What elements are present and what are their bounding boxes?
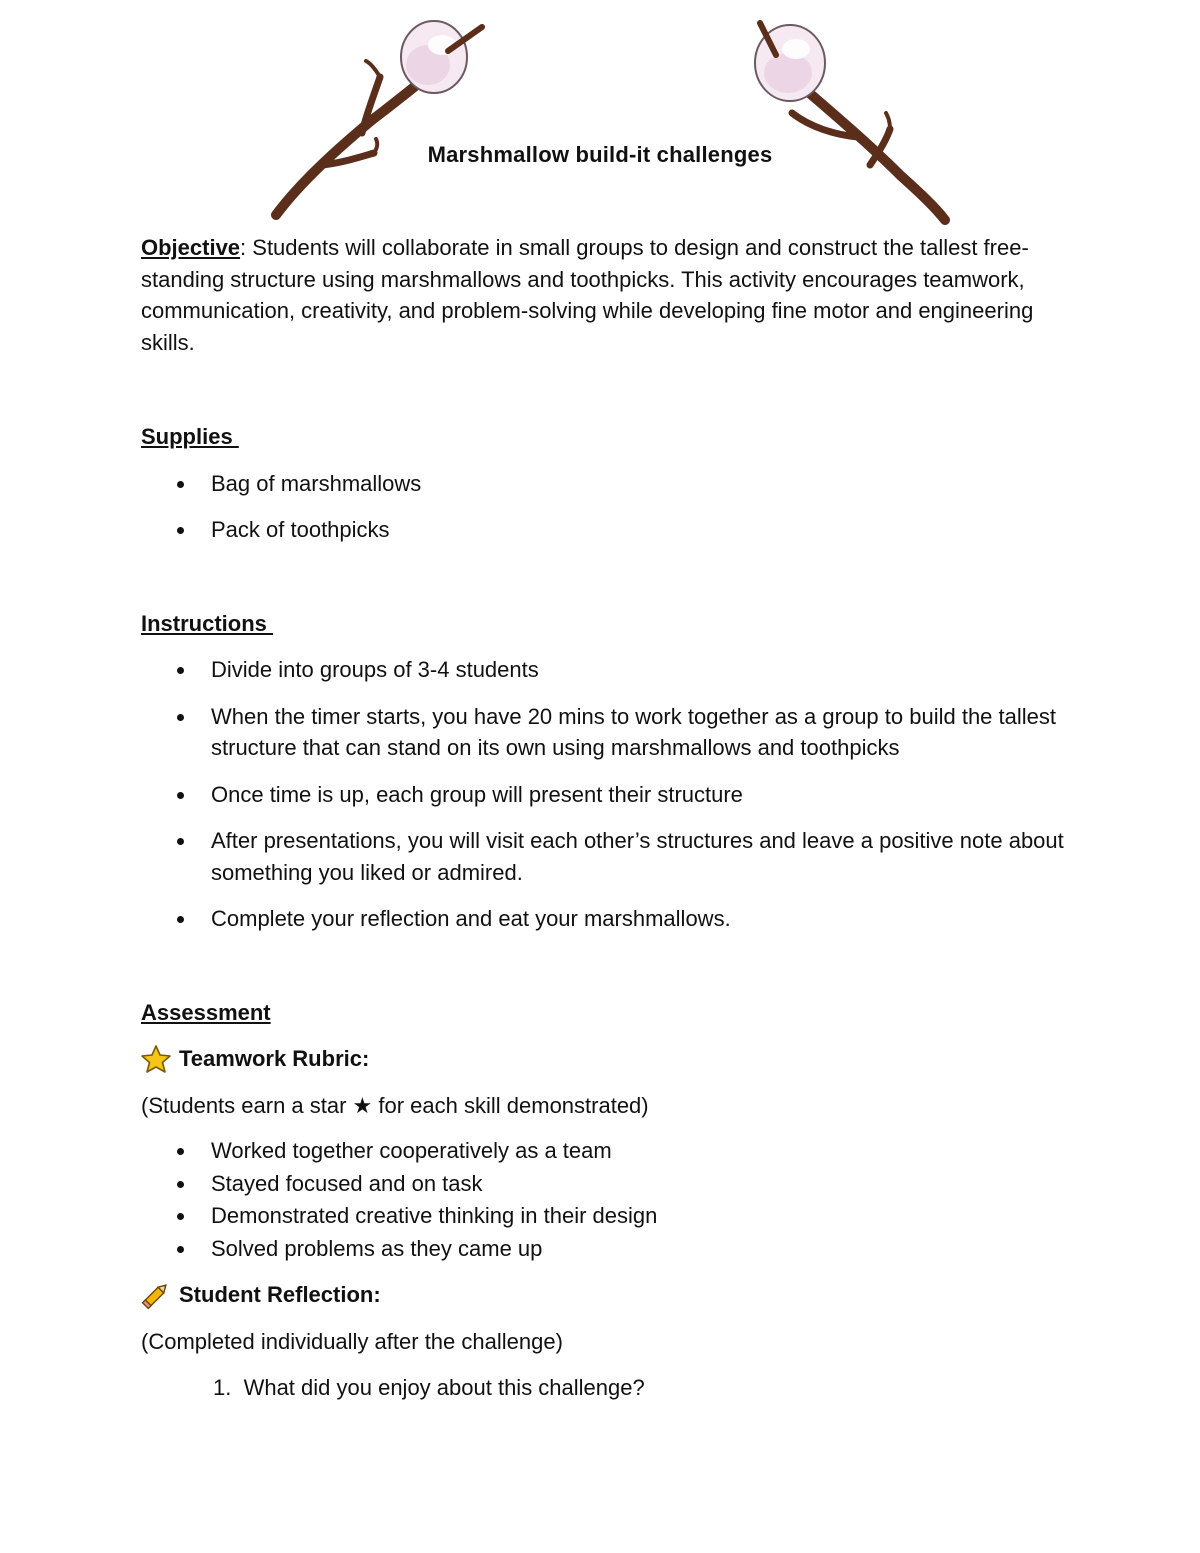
- document-body: [141, 232, 1071, 1404]
- instructions-heading: Instructions: [141, 610, 274, 636]
- list-item: Demonstrated creative thinking in their design: [141, 1200, 1071, 1232]
- marshmallow-stick-right-icon: [740, 15, 960, 230]
- supplies-heading: Supplies: [141, 424, 239, 449]
- marshmallow-stick-left-icon: [262, 15, 492, 230]
- reflection-title: [141, 1279, 1071, 1311]
- rubric-title: [141, 1043, 1071, 1075]
- objective-text: : Students will collaborate in small groups to design and construct the tallest free-standing structure using marshmallows and toothpicks. This activity encourages teamwork, communication, creativity, and problem-solving while developing fine motor and engineering skills.: [141, 235, 1034, 355]
- rubric-list: [141, 1135, 1071, 1264]
- list-item: After presentations, you will visit each other’s structures and leave a positive note about something you liked or admired.: [141, 825, 1071, 888]
- list-item: Worked together cooperatively as a team: [141, 1135, 1071, 1167]
- objective-label: Objective: [141, 235, 241, 260]
- list-item: Pack of toothpicks: [141, 514, 1071, 546]
- list-item: 1. What did you enjoy about this challenge?: [213, 1375, 645, 1400]
- list-item: Solved problems as they came up: [141, 1233, 1071, 1265]
- list-item: When the timer starts, you have 20 mins to work together as a group to build the tallest structure that can stand on its own using marshmallows and toothpicks: [141, 701, 1071, 764]
- reflection-note: (Completed individually after the challenge): [141, 1328, 563, 1354]
- rubric-title-text: Teamwork Rubric:: [179, 1046, 370, 1071]
- instructions-list: [141, 654, 1071, 935]
- list-item: Complete your reflection and eat your marshmallows.: [141, 903, 1071, 935]
- list-item: Bag of marshmallows: [141, 468, 1071, 500]
- objective-paragraph: [141, 232, 1071, 358]
- reflection-questions: [141, 1372, 1071, 1404]
- supplies-list: [141, 468, 1071, 546]
- star-icon: [141, 1045, 171, 1073]
- list-item: Once time is up, each group will present their structure: [141, 779, 1071, 811]
- list-item: Stayed focused and on task: [141, 1168, 1071, 1200]
- page-title: Marshmallow build-it challenges: [427, 142, 773, 167]
- pencil-icon: [141, 1280, 171, 1310]
- list-item: Divide into groups of 3-4 students: [141, 654, 1071, 686]
- assessment-heading: Assessment: [141, 999, 271, 1025]
- rubric-note: (Students earn a star ★ for each skill demonstrated): [141, 1092, 649, 1118]
- reflection-title-text: Student Reflection:: [179, 1282, 381, 1307]
